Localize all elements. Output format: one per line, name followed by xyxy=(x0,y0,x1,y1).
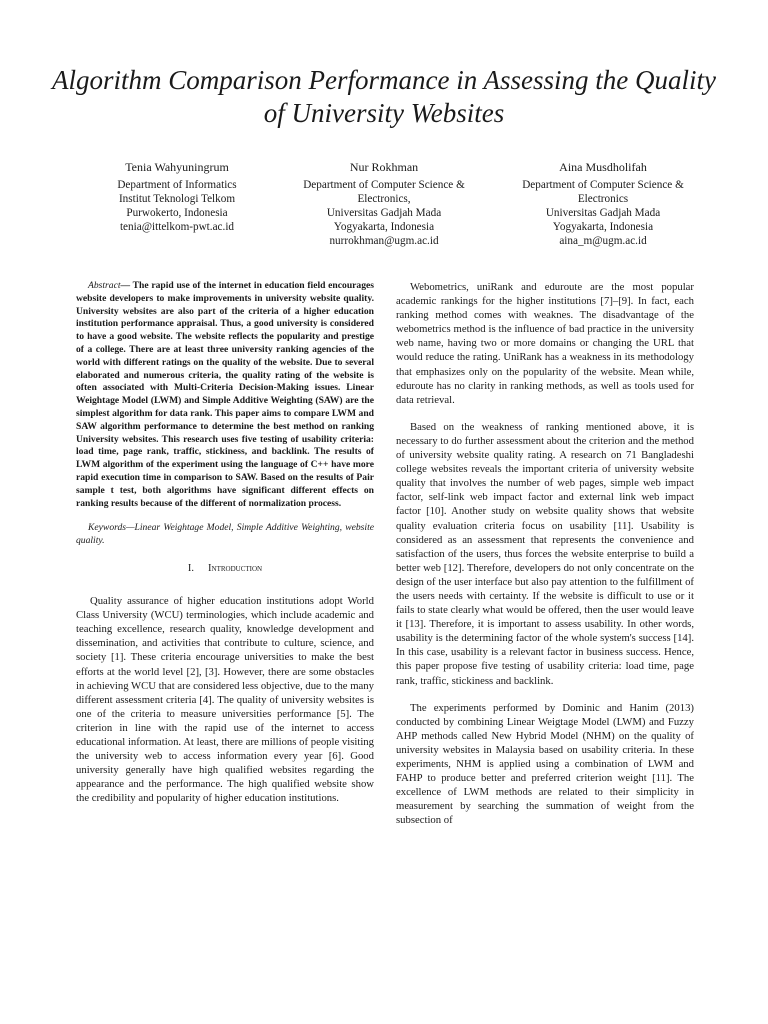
abstract-label: Abstract xyxy=(88,280,121,291)
body-paragraph: The experiments performed by Dominic and Hanim (2013) conducted by combining Linear Weigtage Model (LWM) and Fuzzy AHP methods called New Hybrid Model (NHM) on the quality of university websites in Malaysia based on usability criteria. In these experiments, NHM is applied using a combination of LWM and FAHP to produce better and preferred criterion weight [11]. The excellence of LWM methods are related to their simplicity in measurement by searching the summation of weight from the subsection of xyxy=(396,701,694,827)
keywords: Keywords—Linear Weightage Model, Simple Additive Weighting, website quality. xyxy=(76,522,374,547)
right-column xyxy=(396,280,694,827)
author-email: tenia@ittelkom-pwt.ac.id xyxy=(119,221,235,233)
author-2 xyxy=(288,160,480,248)
affiliation-line: Department of Informatics xyxy=(117,179,237,191)
author-1 xyxy=(82,160,272,234)
left-column xyxy=(76,280,374,805)
section-heading xyxy=(76,562,374,576)
abstract-text: — The rapid use of the internet in education field encourages website developers to make improvements in university website quality. University websites are also part of the criteria of a higher education institution performance appraisal. Thus, a good university is considered to have a good website. The website reflects the popularity and prestige of a college. There are at least three university ranking agencies of the world with different ratings on the quality of the website. Due to several elaborated and numerous criteria, the quality rating of the website is often associated with Multi-Criteria Decision-Making issues. Linear Weightage Model (LWM) and Simple Additive Weighting (SAW) are the simplest algorithm for data rank. This paper aims to compare LWM and SAW algorithm performance to determine the best method on ranking University websites. This research uses five testing of usability criteria: load time, page rank, traffic, stickiness, and backlink. The results of LWM algorithm of the experiment using the language of C++ have more rapid execution time in comparison to SAW. Based on the results of Pair sample t test, both algorithms have significant different effects on ranking results because of the different of normalization process. xyxy=(76,280,374,509)
affiliation-line: Universitas Gadjah Mada xyxy=(326,207,442,219)
affiliation-line: Department of Computer Science & xyxy=(303,179,465,191)
affiliation-line: Yogyakarta, Indonesia xyxy=(552,221,654,233)
author-name: Nur Rokhman xyxy=(349,160,419,174)
section-title: Introduction xyxy=(208,562,263,574)
section-number: I. xyxy=(187,562,195,574)
author-email: aina_m@ugm.ac.id xyxy=(559,235,647,247)
author-email: nurrokhman@ugm.ac.id xyxy=(329,235,439,247)
affiliation-line: Electronics xyxy=(577,193,629,205)
abstract xyxy=(76,280,374,510)
affiliation-line: Electronics, xyxy=(357,193,411,205)
affiliation-line: Universitas Gadjah Mada xyxy=(545,207,661,219)
affiliation-line: Purwokerto, Indonesia xyxy=(126,207,228,219)
body-paragraph: Webometrics, uniRank and eduroute are the most popular academic rankings for the higher institutions [7]–[9]. In fact, each ranking method comes with weaknes. The disadvantage of the webometrics method is the influence of bad practice in the university web name, having two or more domains or changing the URL that would reduce the rating. UniRank has a weakness in its methodology that emphasizes only on the popularity of the website. Mean while, eduroute has no clarity in ranking methods, as well as tools used for data retrieval. xyxy=(396,281,694,406)
affiliation-line: Yogyakarta, Indonesia xyxy=(333,221,435,233)
author-name: Aina Musdholifah xyxy=(559,160,647,174)
author-name: Tenia Wahyuningrum xyxy=(125,160,229,174)
affiliation-line: Institut Teknologi Telkom xyxy=(118,193,236,205)
author-3 xyxy=(506,160,700,248)
paper-title: Algorithm Comparison Performance in Assessing the Quality of University Websites xyxy=(52,65,716,128)
body-paragraph: Based on the weakness of ranking mentioned above, it is necessary to do further assessment about the criterion and the method of university website quality rating. A research on 71 Bangladeshi college websites reveals the important criteria of university website quality that involves the number of web pages, simple web impact factor, self-link web impact factor and external link web impact factor [10]. Another study on website quality shows that website quality evaluation criteria focus on usability [11]. Usability is considered as an assessment that represents the convenience and satisfaction of the users, thus forces the website enterprise to build a better web [12]. Therefore, developers do not only concentrate on the design of the user interface but also pay attention to the fulfillment of the users needs with certainty. If the website is difficult to use or it fails to state clearly what would be offered, then the user would leave it [13]. Therefore, it is important to assess usability. In other words, usability is the determining factor of the whole system's success [14]. In this case, usability is a relevant factor in business success. Hence, this paper propose five testing of usability criteria: load time, page rank, traffic, stickiness and backlink. xyxy=(396,420,694,687)
body-paragraph: Quality assurance of higher education institutions adopt World Class University (WCU) terminologies, which include academic and teaching excellence, research quality, knowledge development and dissemination, and activities that contribute to culture, science, and society [1]. These criteria encourage universities to make the best efforts at the world level [2], [3]. However, there are some obstacles in achieving WCU that are considered less objective, due to the many different assessment criteria [4]. The quality of university websites is one of the criteria to measure universities performance [5]. The criterion in line with the rapid use of the internet to access educational information. At least, there are millions of people visiting the university web to access information every year [6]. Good university generally have high qualified websites regarding the appearance and the performance. The high qualified website show the credibility and popularity of higher education institutions. xyxy=(76,595,374,805)
affiliation-line: Department of Computer Science & xyxy=(522,179,684,191)
